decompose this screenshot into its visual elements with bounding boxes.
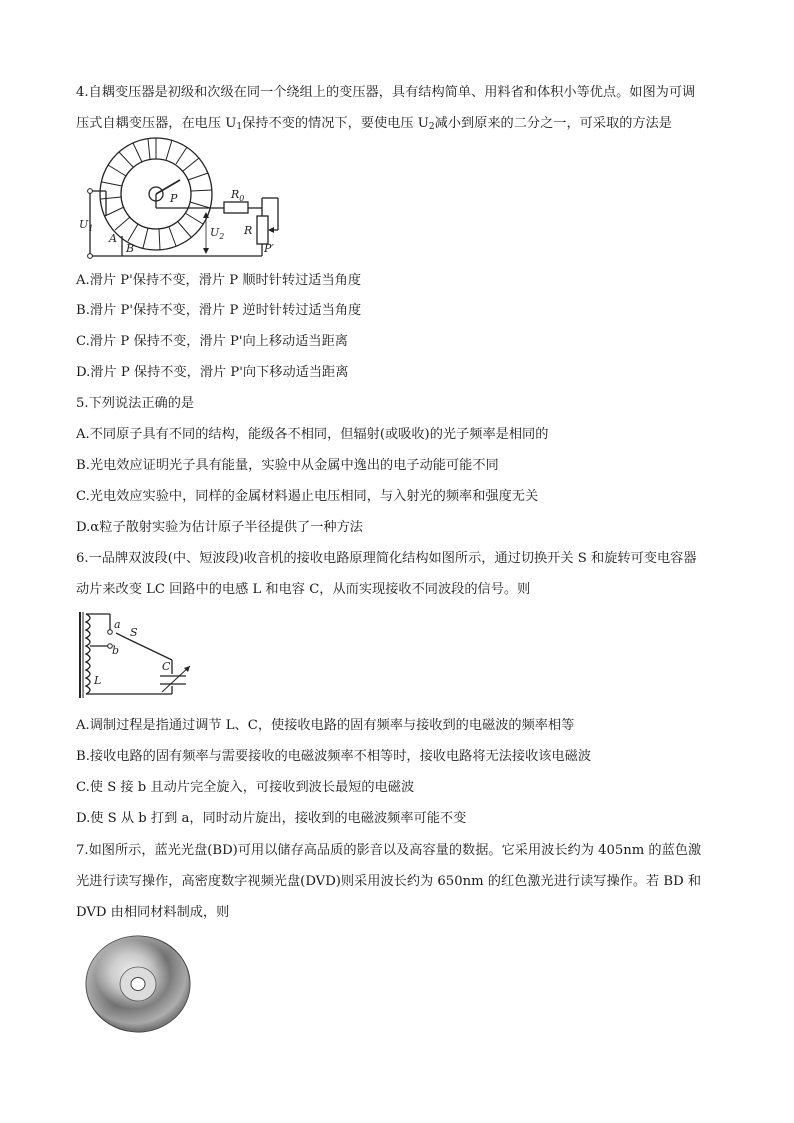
label-u2: $U_2$ <box>210 226 225 241</box>
label-r0: $R_0$ <box>231 188 245 203</box>
q4-option-a: A.滑片 P'保持不变，滑片 P 顺时针转过适当角度 <box>76 273 362 288</box>
q4-sub-2: 2 <box>428 122 435 132</box>
label-r: R <box>244 224 253 237</box>
q4-stem-line2 <box>76 115 672 136</box>
q6-stem-line1: 6.一品牌双波段(中、短波段)收音机的接收电路原理简化结构如图所示，通过切换开关 S 和旋转可变电容器 <box>76 551 697 566</box>
q6-option-c: C.使 S 接 b 且动片完全旋入，可接收到波长最短的电磁波 <box>76 780 415 795</box>
q5-option-b: B.光电效应证明光子具有能量，实验中从金属中逸出的电子动能可能不同 <box>76 458 499 473</box>
label-u1: $U_1$ <box>79 218 94 233</box>
q5-option-c: C.光电效应实验中，同样的金属材料遏止电压相同，与入射光的频率和强度无关 <box>76 489 539 504</box>
q4-stem-part-c: 减小到原来的二分之一，可采取的方法是 <box>434 116 672 131</box>
q4-stem-line1: 4.自耦变压器是初级和次级在同一个绕组上的变压器，具有结构简单、用料省和体积小等优点。如图为可调 <box>76 85 696 100</box>
label-s: S <box>130 626 138 639</box>
autotransformer-diagram <box>76 136 306 266</box>
label-p-prime: P′ <box>264 242 274 255</box>
label-a-contact: a <box>114 618 121 631</box>
q4-stem-part-b: 保持不变的情况下，要使电压 U <box>242 116 429 131</box>
q4-option-c: C.滑片 P 保持不变，滑片 P'向上移动适当距离 <box>76 334 348 349</box>
q7-stem-line3: DVD 由相同材料制成，则 <box>76 905 230 920</box>
q4-option-b: B.滑片 P'保持不变，滑片 P 逆时针转过适当角度 <box>76 303 362 318</box>
q4-sub-1: 1 <box>236 122 243 132</box>
q7-stem-line2: 光进行读写操作，高密度数字视频光盘(DVD)则采用波长约为 650nm 的红色激光进行读写操作。若 BD 和 <box>76 874 702 889</box>
q6-option-d: D.使 S 从 b 打到 a，同时动片旋出，接收到的电磁波频率可能不变 <box>76 811 467 826</box>
label-p: P <box>170 192 178 205</box>
q6-option-b: B.接收电路的固有频率与需要接收的电磁波频率不相等时，接收电路将无法接收该电磁波 <box>76 749 592 764</box>
q5-stem: 5.下列说法正确的是 <box>76 396 195 411</box>
q4-stem-part-a: 压式自耦变压器，在电压 U <box>76 116 237 131</box>
q5-option-d: D.α粒子散射实验为估计原子半径提供了一种方法 <box>76 520 363 535</box>
label-b: B <box>126 242 135 255</box>
optical-disc-image <box>84 932 192 1034</box>
label-l: L <box>94 674 102 687</box>
q4-option-d: D.滑片 P 保持不变，滑片 P'向下移动适当距离 <box>76 365 349 380</box>
label-c: C <box>162 660 171 673</box>
lc-circuit-diagram <box>76 608 206 704</box>
q5-option-a: A.不同原子具有不同的结构，能级各不相同，但辐射(或吸收)的光子频率是相同的 <box>76 427 549 442</box>
q7-stem-line1: 7.如图所示，蓝光光盘(BD)可用以储存高品质的影音以及高容量的数据。它采用波长约为 405nm 的蓝色激 <box>76 843 702 858</box>
q6-option-a: A.调制过程是指通过调节 L、C，使接收电路的固有频率与接收到的电磁波的频率相等 <box>76 718 575 733</box>
label-b-contact: b <box>112 644 120 657</box>
q6-stem-line2: 动片来改变 LC 回路中的电感 L 和电容 C，从而实现接收不同波段的信号。则 <box>76 582 531 597</box>
label-a: A <box>109 232 117 245</box>
